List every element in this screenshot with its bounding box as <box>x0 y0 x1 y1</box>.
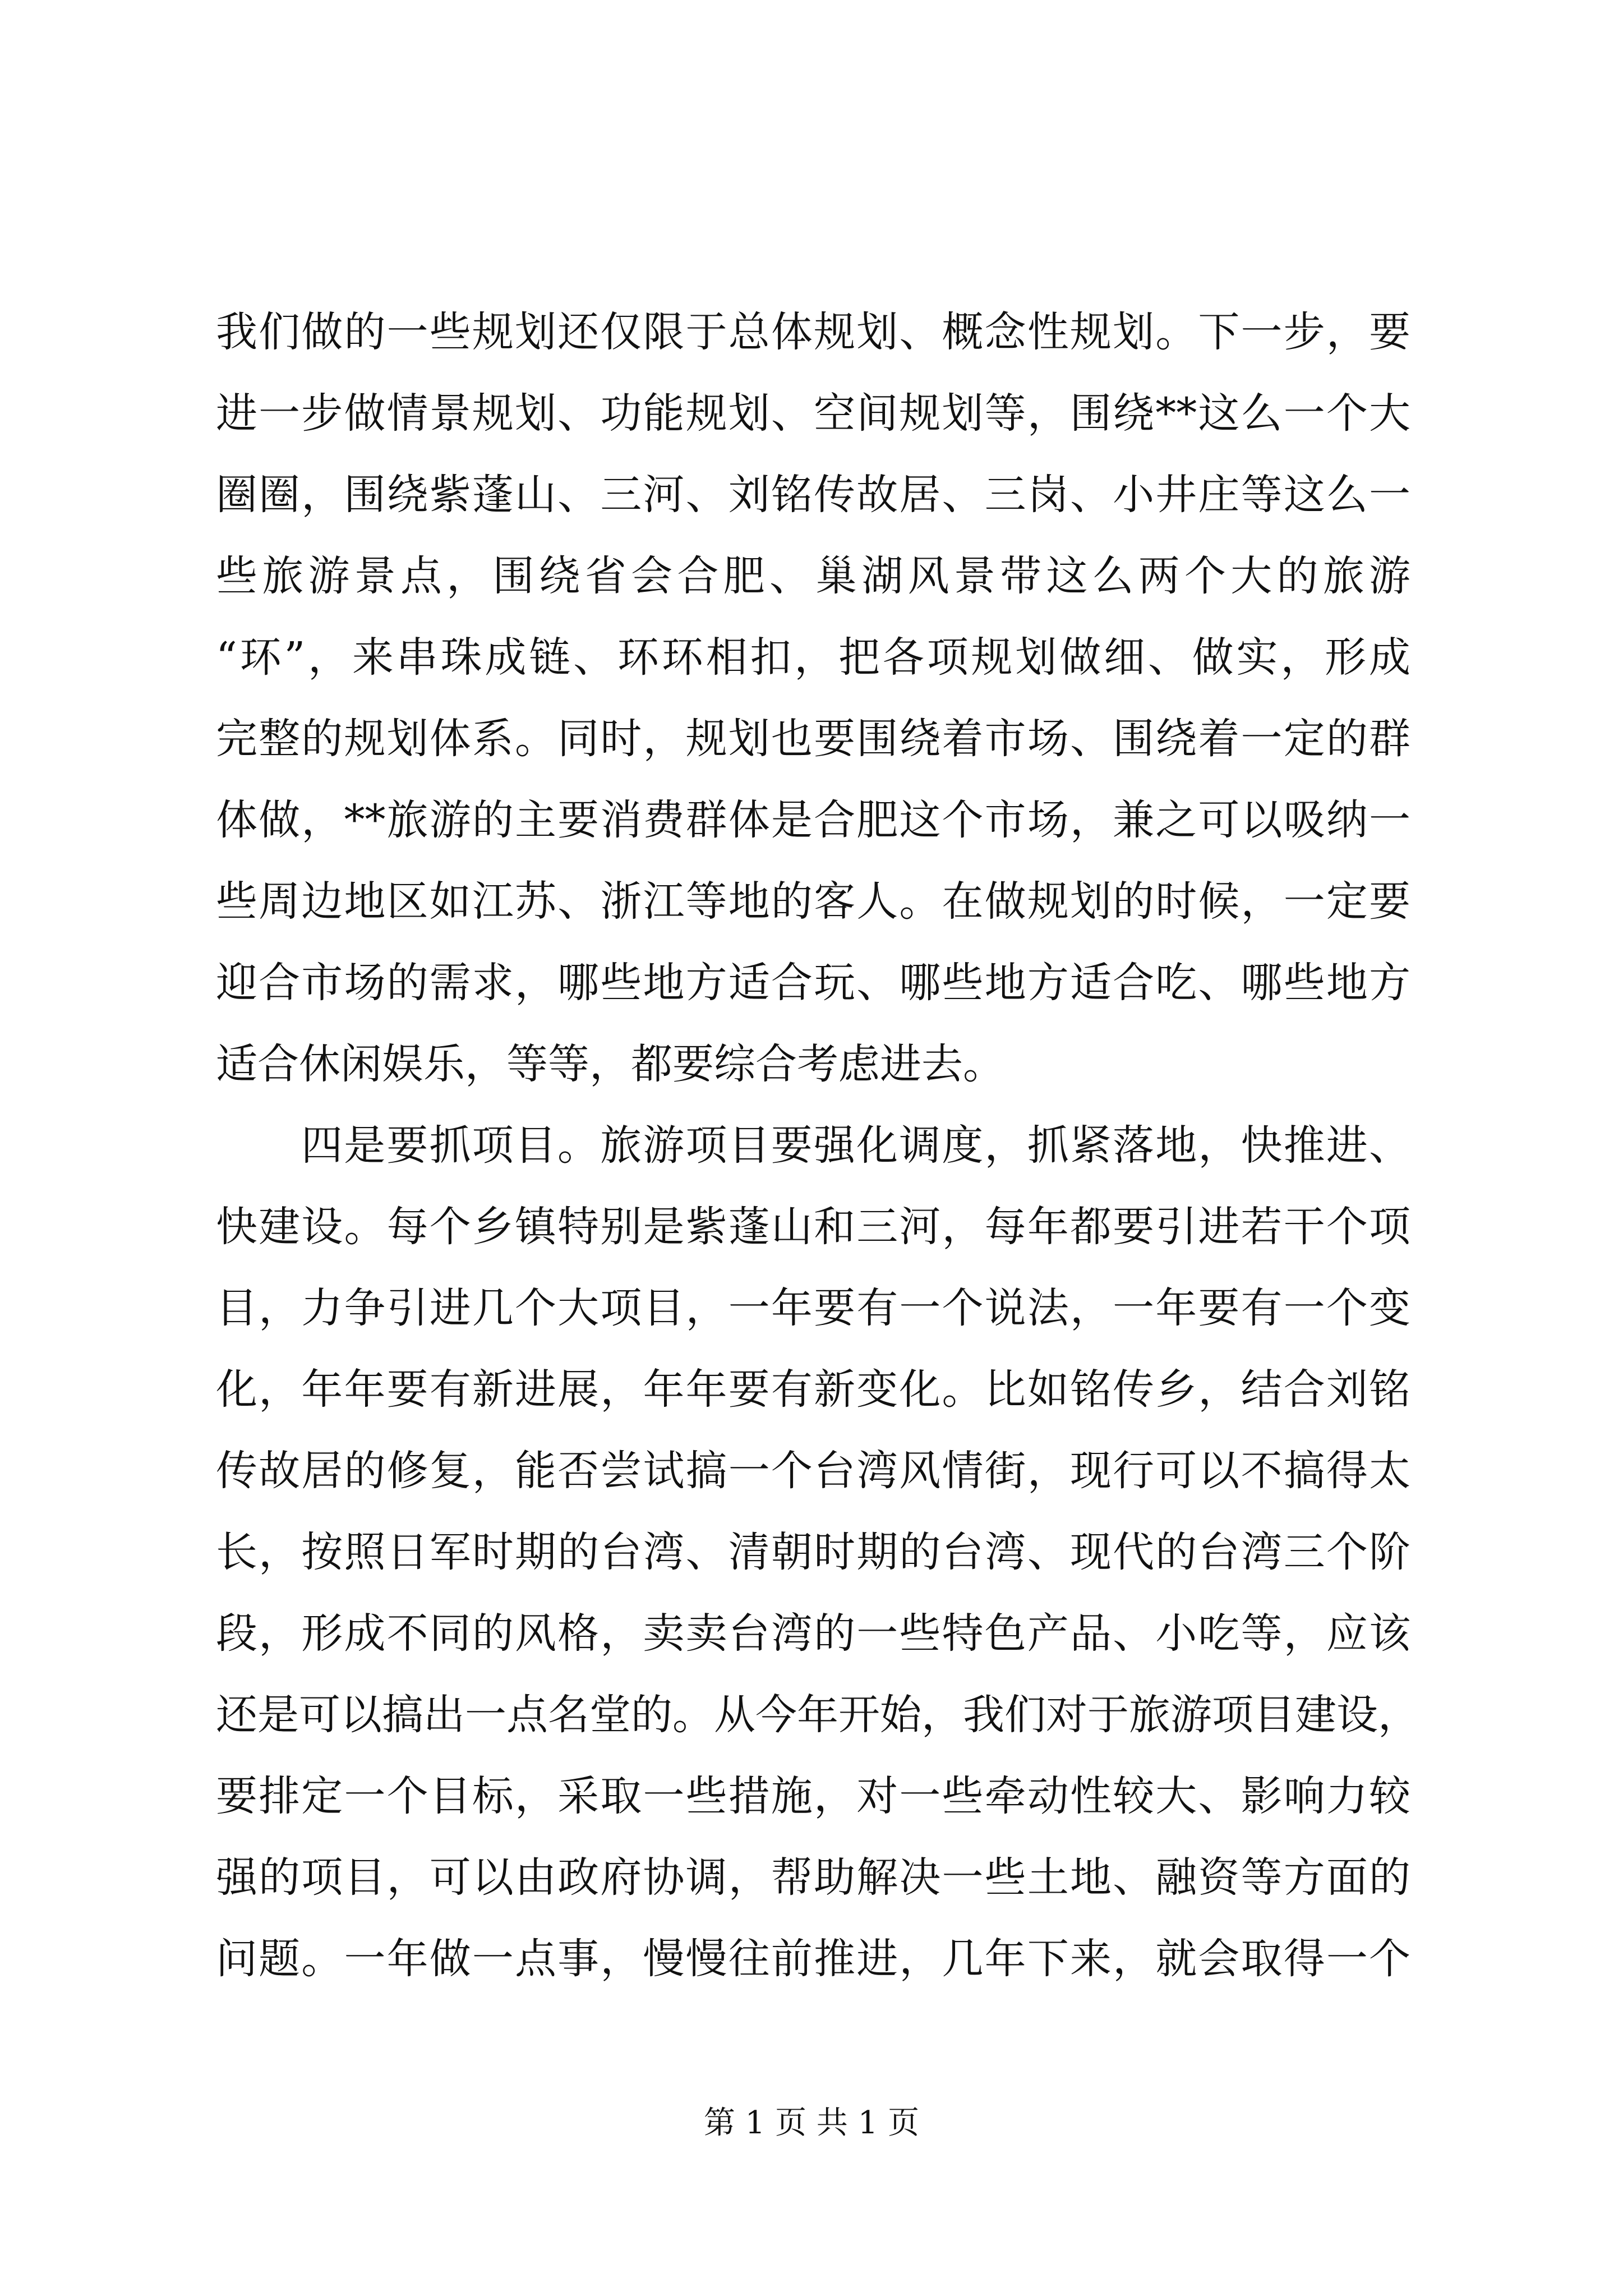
document-body <box>216 292 1419 2000</box>
text-line: 体做，**旅游的主要消费群体是合肥这个市场，兼之可以吸纳一 <box>216 796 1410 844</box>
text-line: 化，年年要有新进展，年年要有新变化。比如铭传乡，结合刘铭 <box>216 1365 1410 1414</box>
text-line: 迎合市场的需求，哪些地方适合玩、哪些地方适合吃、哪些地方 <box>216 959 1410 1007</box>
paragraph-2 <box>216 1105 1419 2000</box>
text-line: 还是可以搞出一点名堂的。从今年开始，我们对于旅游项目建设， <box>216 1691 1419 1739</box>
text-line: 四是要抓项目。旅游项目要强化调度，抓紧落地，快推进、 <box>301 1121 1410 1170</box>
text-line: 进一步做情景规划、功能规划、空间规划等，围绕**这么一个大 <box>216 389 1410 438</box>
text-line: 快建设。每个乡镇特别是紫蓬山和三河，每年都要引进若干个项 <box>216 1203 1410 1251</box>
text-line: 强的项目，可以由政府协调，帮助解决一些土地、融资等方面的 <box>216 1853 1410 1902</box>
text-line: 要排定一个目标，采取一些措施，对一些牵动性较大、影响力较 <box>216 1772 1410 1820</box>
text-line: 传故居的修复，能否尝试搞一个台湾风情街，现行可以不搞得太 <box>216 1447 1410 1495</box>
text-line: 段，形成不同的风格，卖卖台湾的一些特色产品、小吃等，应该 <box>216 1609 1410 1658</box>
text-line: 长，按照日军时期的台湾、清朝时期的台湾、现代的台湾三个阶 <box>216 1528 1410 1576</box>
text-line: 我们做的一些规划还仅限于总体规划、概念性规划。下一步，要 <box>216 308 1410 356</box>
paragraph-1 <box>216 292 1410 1105</box>
text-line: 圈圈，围绕紫蓬山、三河、刘铭传故居、三岗、小井庄等这么一 <box>216 471 1410 519</box>
text-line: 适合休闲娱乐，等等，都要综合考虑进去。 <box>216 1040 1004 1088</box>
page-number-footer: 第 1 页 共 1 页 <box>703 2105 920 2141</box>
text-line: 目，力争引进几个大项目，一年要有一个说法，一年要有一个变 <box>216 1284 1410 1332</box>
text-line: 完整的规划体系。同时，规划也要围绕着市场、围绕着一定的群 <box>216 715 1410 763</box>
text-line: 问题。一年做一点事，慢慢往前推进，几年下来，就会取得一个 <box>216 1935 1410 1983</box>
text-line: 些旅游景点，围绕省会合肥、巢湖风景带这么两个大的旅游 <box>216 552 1410 600</box>
text-line: 些周边地区如江苏、浙江等地的客人。在做规划的时候，一定要 <box>216 877 1410 926</box>
text-line: “环”，来串珠成链、环环相扣，把各项规划做细、做实，形成 <box>216 633 1410 682</box>
